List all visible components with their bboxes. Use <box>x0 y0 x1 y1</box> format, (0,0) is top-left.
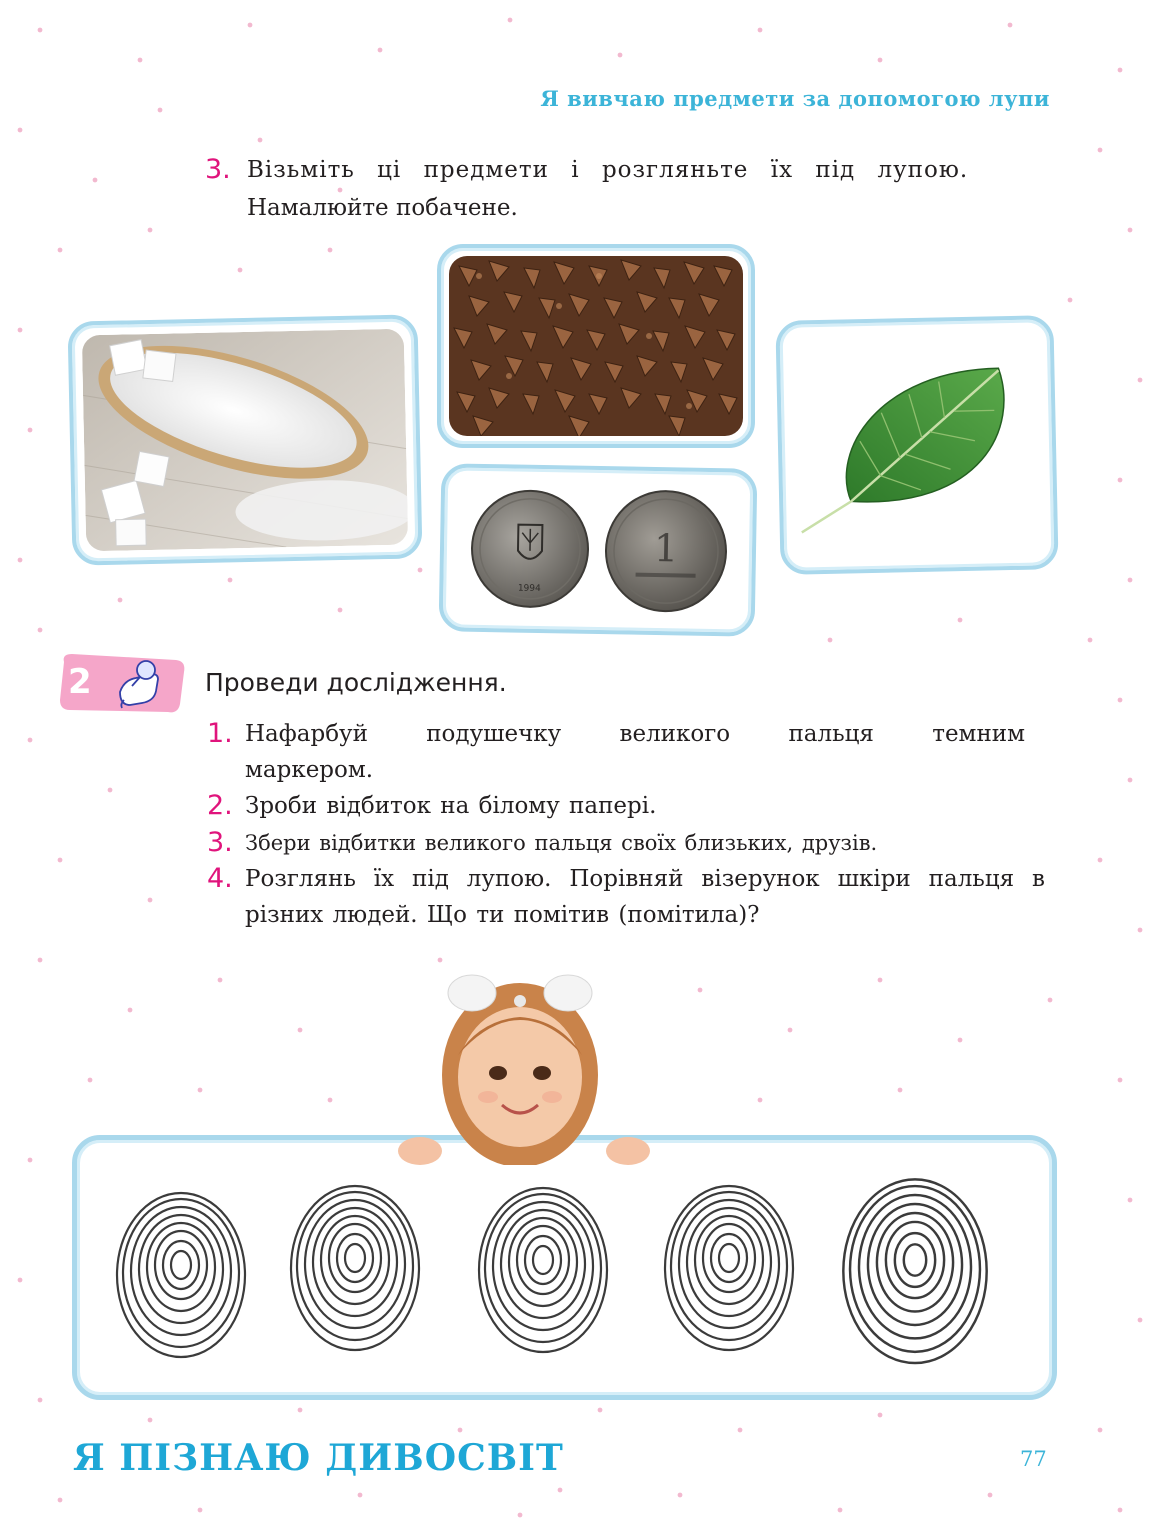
section-number: 2 <box>68 662 92 702</box>
buckwheat-icon <box>449 256 743 436</box>
step-text: Розглянь їх під лупою. Порівняй візерунок шкіри пальця в різних людей. Що ти помітив (помітила)? <box>245 866 1045 928</box>
step-text: Зроби відбиток на білому папері. <box>245 793 657 819</box>
step-1 <box>207 716 1052 788</box>
coins-photo-frame <box>439 463 758 636</box>
step-number: 1. <box>207 718 233 749</box>
task-number: 3. <box>205 154 231 185</box>
buckwheat-photo <box>449 256 743 436</box>
fingerprint-2 <box>291 1186 419 1350</box>
step-2 <box>207 788 1052 824</box>
step-4 <box>207 861 1052 933</box>
step-number: 2. <box>207 790 233 821</box>
chapter-header: Я вивчаю предмети за допомогою лупи <box>540 86 1050 111</box>
section-2-title: Проведи дослідження. <box>205 668 507 697</box>
sugar-icon <box>82 329 408 552</box>
girl-peeking-illustration <box>380 965 660 1165</box>
step-number: 4. <box>207 863 233 894</box>
fingerprint-3 <box>479 1188 607 1352</box>
coin-year: 1994 <box>517 583 541 595</box>
coin-icon <box>451 475 745 624</box>
fingerprint-1 <box>117 1193 245 1357</box>
section-2-badge <box>58 652 186 714</box>
sugar-photo-frame <box>67 314 422 565</box>
step-3 <box>207 825 1052 861</box>
leaf-icon <box>788 327 1047 562</box>
task-text-line2: Намалюйте побачене. <box>247 195 518 221</box>
fingerprints-row <box>77 1140 1042 1385</box>
step-text: Збери відбитки великого пальця своїх близьких, друзів. <box>245 831 878 855</box>
coins-photo <box>451 475 745 624</box>
sugar-photo <box>82 329 408 552</box>
step-number: 3. <box>207 827 233 858</box>
book-title: Я ПІЗНАЮ ДИВОСВІТ <box>73 1437 564 1479</box>
task-text-line1: Візьміть ці предмети і розгляньте їх під лупою. <box>247 157 969 183</box>
coin-denomination: 1 <box>653 525 679 571</box>
leaf-photo <box>788 327 1047 562</box>
fingerprint-4 <box>665 1186 793 1350</box>
fingerprints-frame <box>72 1135 1057 1400</box>
task-3 <box>205 152 1055 232</box>
step-text: Нафарбуй подушечку великого пальця темним маркером. <box>245 721 1025 783</box>
page-number: 77 <box>1020 1447 1047 1471</box>
fingerprint-5 <box>843 1179 986 1363</box>
buckwheat-photo-frame <box>437 244 755 448</box>
leaf-photo-frame <box>775 315 1058 575</box>
